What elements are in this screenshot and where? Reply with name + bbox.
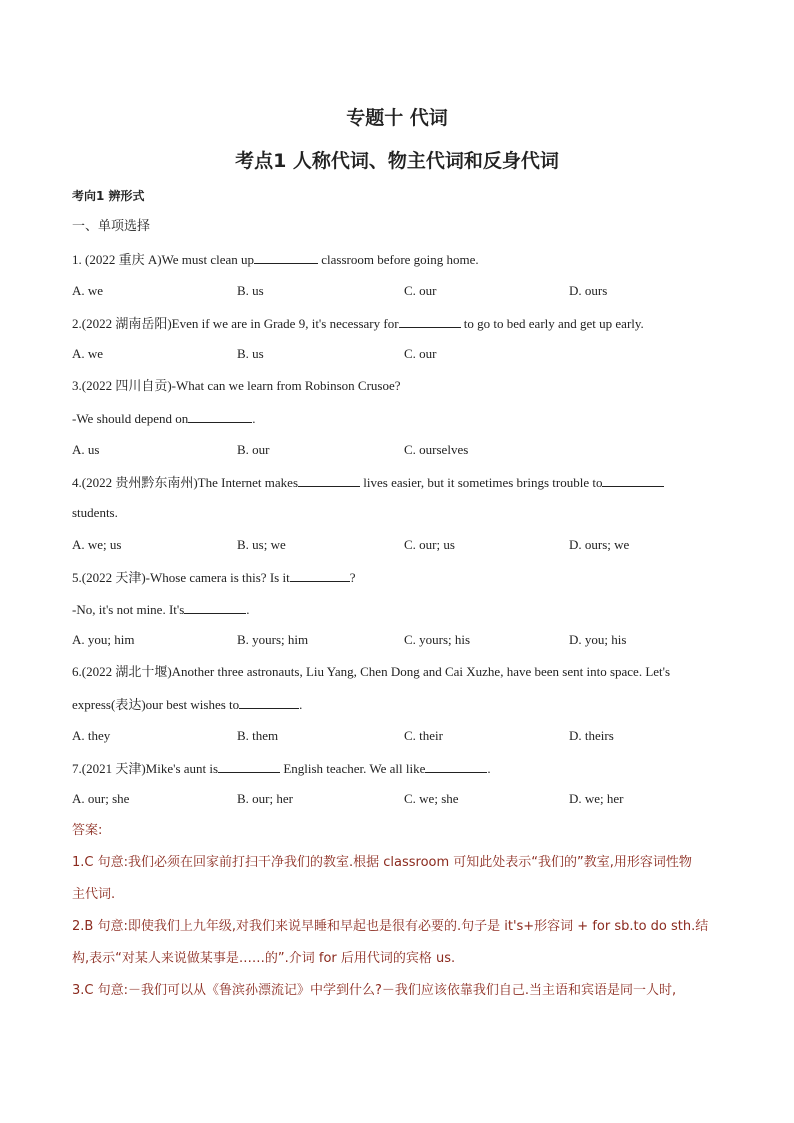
option-d: D. we; her: [569, 791, 624, 806]
question-1: [72, 250, 479, 269]
answer-blank: [298, 473, 360, 487]
question-2: [72, 314, 644, 333]
question-text: English teacher. We all like: [280, 761, 426, 776]
option-c: C. we; she: [404, 791, 459, 806]
answer-blank: [290, 568, 350, 582]
answer-blank: [602, 473, 664, 487]
question-text: students.: [72, 505, 118, 520]
answer-blank: [239, 695, 299, 709]
option-b: B. us: [237, 346, 264, 361]
answer-line: 主代词.: [72, 887, 116, 902]
question-4-line-2: [72, 504, 118, 522]
question-text: 5.(2022 天津)-Whose camera is this? Is it: [72, 570, 290, 585]
question-6: [72, 663, 670, 681]
question-text: -No, it's not mine. It's: [72, 602, 185, 617]
question-4: [72, 473, 664, 492]
option-b: B. yours; him: [237, 632, 309, 647]
question-text: .: [299, 697, 303, 712]
option-a: A. we: [72, 346, 104, 361]
option-b: B. us: [237, 283, 264, 298]
question-6-line-2: [72, 695, 302, 714]
option-a: A. they: [72, 728, 111, 743]
option-d: D. ours: [569, 283, 608, 298]
question-text: ?: [349, 570, 356, 585]
option-a: A. us: [72, 442, 100, 457]
question-text: -We should depend on: [72, 411, 189, 426]
question-text: 6.(2022 湖北十堰)Another three astronauts, Liu Yang, Chen Dong and Cai Xuzhe, have been sent into space. Let's: [72, 664, 671, 679]
question-text: .: [487, 761, 491, 776]
answer-blank: [399, 314, 461, 328]
question-5-line-2: [72, 600, 250, 619]
option-c: C. our: [404, 346, 437, 361]
option-b: B. them: [237, 728, 279, 743]
answer-blank: [254, 250, 318, 264]
option-a: A. our; she: [72, 791, 130, 806]
question-text: lives easier, but it sometimes brings trouble to: [360, 475, 603, 490]
option-b: B. us; we: [237, 537, 286, 552]
option-d: D. theirs: [569, 728, 614, 743]
question-3-line-2: [72, 409, 256, 428]
question-text: to go to bed early and get up early.: [460, 316, 644, 331]
part-heading: 一、单项选择: [72, 219, 151, 234]
question-text: 3.(2022 四川自贡)-What can we learn from Robinson Crusoe?: [72, 378, 401, 393]
answer-line: 1.C 句意:我们必须在回家前打扫干净我们的教室.根据 classroom 可知此处表示“我们的”教室,用形容词性物: [72, 855, 692, 870]
option-c: C. yours; his: [404, 632, 471, 647]
option-b: B. our: [237, 442, 270, 457]
question-text: 1. (2022 重庆 A)We must clean up: [72, 252, 255, 267]
answers-label: 答案:: [72, 823, 103, 838]
option-a: A. we; us: [72, 537, 122, 552]
question-text: 2.(2022 湖南岳阳)Even if we are in Grade 9, it's necessary for: [72, 316, 399, 331]
answer-blank: [188, 409, 252, 423]
question-text: .: [246, 602, 250, 617]
option-d: D. ours; we: [569, 537, 630, 552]
option-a: A. you; him: [72, 632, 135, 647]
question-text: 4.(2022 贵州黔东南州)The Internet makes: [72, 475, 299, 490]
answer-blank: [184, 600, 246, 614]
answer-line: 构,表示“对某人来说做某事是……的”.介词 for 后用代词的宾格 us.: [72, 951, 456, 966]
question-3: [72, 377, 401, 395]
question-text: .: [252, 411, 256, 426]
question-5: [72, 568, 355, 587]
option-b: B. our; her: [237, 791, 293, 806]
option-c: C. our: [404, 283, 437, 298]
option-c: C. their: [404, 728, 443, 743]
section-heading: 考向1 辨形式: [72, 189, 145, 203]
question-text: 7.(2021 天津)Mike's aunt is: [72, 761, 219, 776]
question-text: classroom before going home.: [318, 252, 479, 267]
question-7: [72, 759, 491, 778]
page-subtitle: 考点1 人称代词、物主代词和反身代词: [235, 150, 559, 172]
question-text: express(表达)our best wishes to: [72, 697, 240, 712]
page-title: 专题十 代词: [346, 107, 448, 129]
answer-blank: [425, 759, 487, 773]
answer-line: 2.B 句意:即使我们上九年级,对我们来说早睡和早起也是很有必要的.句子是 it's+形容词 + for sb.to do sth.结: [72, 919, 709, 934]
answer-line: 3.C 句意:－我们可以从《鲁滨孙漂流记》中学到什么?－我们应该依靠我们自己.当主语和宾语是同一人时,: [72, 983, 677, 998]
option-c: C. ourselves: [404, 442, 469, 457]
option-c: C. our; us: [404, 537, 455, 552]
answer-blank: [218, 759, 280, 773]
option-a: A. we: [72, 283, 104, 298]
option-d: D. you; his: [569, 632, 627, 647]
